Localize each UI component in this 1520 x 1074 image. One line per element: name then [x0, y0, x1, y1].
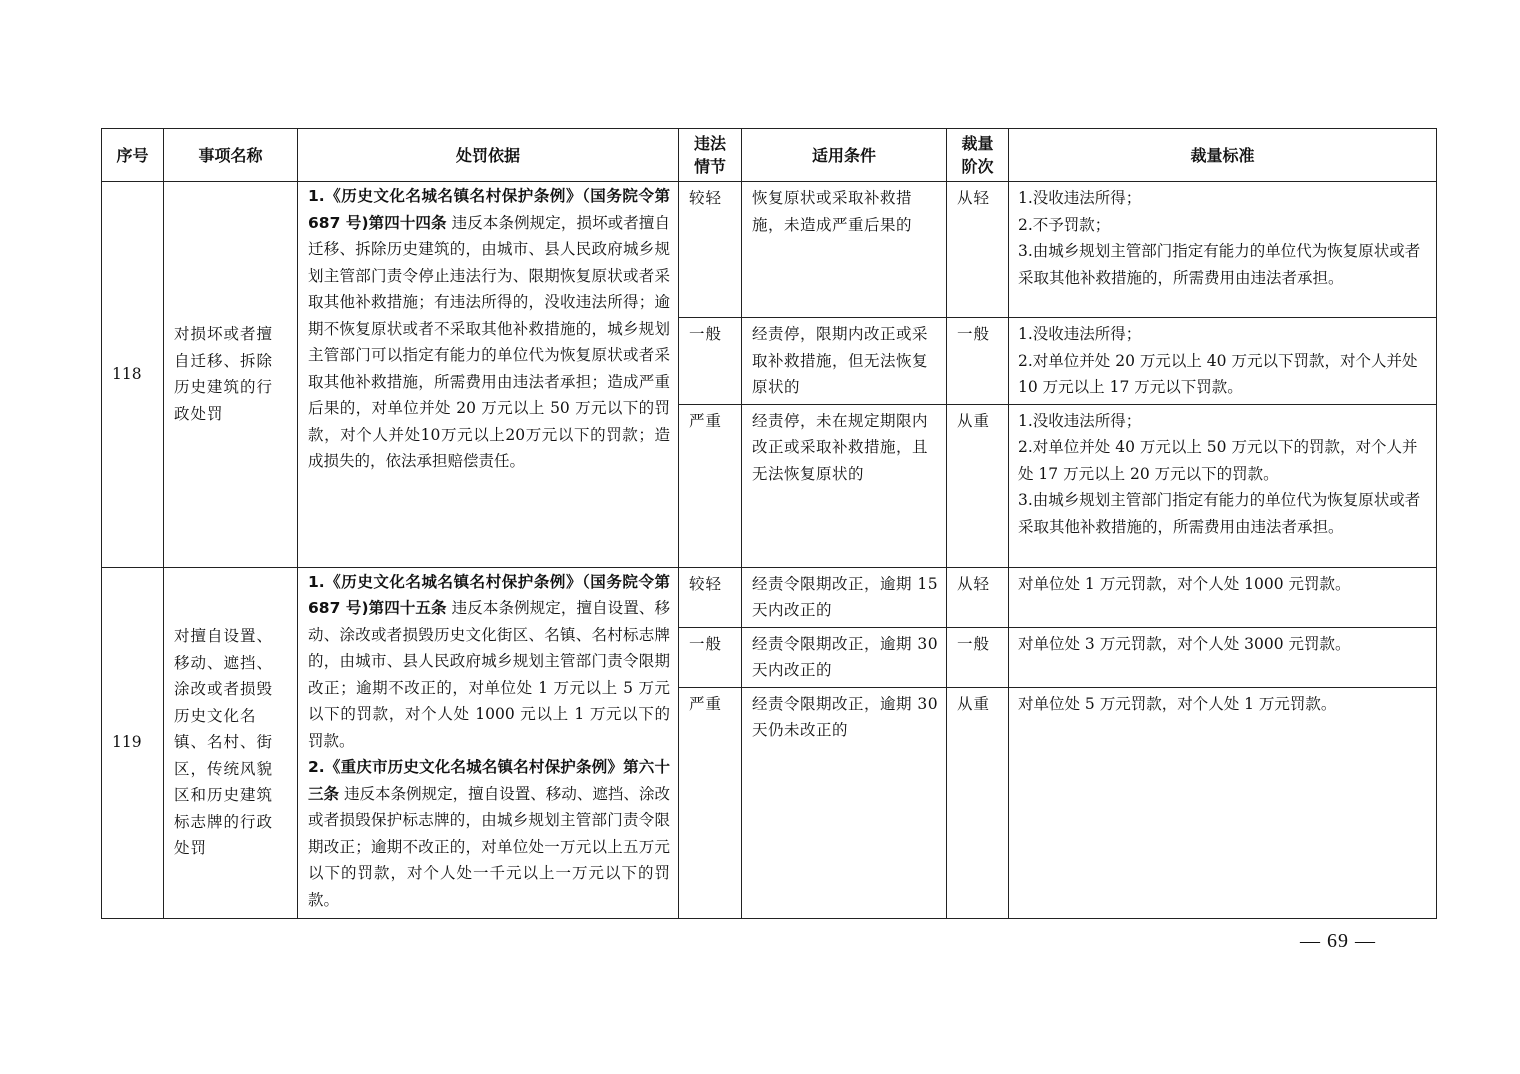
sub-standard — [1009, 182, 1437, 318]
table-row — [102, 567, 1437, 627]
standard-item: 1.没收违法所得； — [1018, 325, 1142, 343]
sub-tier: 一般 — [947, 627, 1009, 687]
sub-condition: 经责停，限期内改正或采取补救措施，但无法恢复原状的 — [742, 318, 947, 405]
sub-tier: 从轻 — [947, 567, 1009, 627]
sub-standard — [1009, 404, 1437, 567]
sub-condition: 经责令限期改正，逾期 15 天内改正的 — [742, 567, 947, 627]
table-header-row — [102, 129, 1437, 182]
standard-item: 1.没收违法所得； — [1018, 189, 1142, 207]
header-name: 事项名称 — [164, 129, 298, 182]
standard-item: 2.对单位并处 20 万元以上 40 万元以下罚款，对个人并处 10 万元以上 17 万元以下罚款。 — [1018, 351, 1418, 396]
sub-plot: 一般 — [679, 627, 742, 687]
row-basis — [298, 182, 679, 568]
header-tier: 裁量阶次 — [947, 129, 1009, 182]
header-basis: 处罚依据 — [298, 129, 679, 182]
standard-item: 2.对单位并处 40 万元以上 50 万元以下的罚款，对个人并处 17 万元以上 20 万元以下的罚款。 — [1018, 438, 1418, 483]
standard-item: 3.由城乡规划主管部门指定有能力的单位代为恢复原状或者采取其他补救措施的，所需费用由违法者承担。 — [1018, 242, 1421, 287]
standard-item: 对单位处 5 万元罚款，对个人处 1 万元罚款。 — [1018, 694, 1337, 713]
sub-standard — [1009, 687, 1437, 918]
sub-standard — [1009, 567, 1437, 627]
header-standard: 裁量标准 — [1009, 129, 1437, 182]
sub-condition: 经责停，未在规定期限内改正或采取补救措施，且无法恢复原状的 — [742, 404, 947, 567]
row-name: 对擅自设置、移动、遮挡、涂改或者损毁历史文化名镇、名村、街区，传统风貌区和历史建筑标志牌的行政处罚 — [164, 567, 298, 918]
row-name: 对损坏或者擅自迁移、拆除历史建筑的行政处罚 — [164, 182, 298, 568]
standard-item: 对单位处 3 万元罚款，对个人处 3000 元罚款。 — [1018, 634, 1351, 653]
sub-tier: 一般 — [947, 318, 1009, 405]
sub-tier: 从重 — [947, 404, 1009, 567]
sub-standard — [1009, 318, 1437, 405]
basis-text: 违反本条例规定，损坏或者擅自迁移、拆除历史建筑的，由城市、县人民政府城乡规划主管部门责令停止违法行为、限期恢复原状或者采取其他补救措施；有违法所得的，没收违法所得；逾期不恢复原状或者不采取其他补救措施的，城乡规划主管部门可以指定有能力的单位代为恢复原状或者采取其他补救措施，所需费用由违法者承担；造成严重后果的，对单位并处 20 万元以上 50 万元以下的罚款，对个人并处10万元以上20万元以下的罚款；造成损失的，依法承担赔偿责任。 — [308, 213, 670, 470]
sub-condition: 经责令限期改正，逾期 30 天仍未改正的 — [742, 687, 947, 918]
basis-title: 1.《历史文化名城名镇名村保护条例》（国务院令第 687 号)第四十五条 — [308, 572, 670, 617]
header-plot: 违法情节 — [679, 129, 742, 182]
sub-tier: 从轻 — [947, 182, 1009, 318]
standard-item: 1.没收违法所得； — [1018, 411, 1142, 430]
page-number: — 69 — — [1300, 930, 1376, 952]
sub-plot: 严重 — [679, 404, 742, 567]
penalty-discretion-table — [101, 128, 1437, 919]
row-seq: 119 — [102, 567, 164, 918]
basis-text: 违反本条例规定，擅自设置、移动、涂改或者损毁历史文化街区、名镇、名村标志牌的，由城市、县人民政府城乡规划主管部门责令限期改正；逾期不改正的，对单位处 1 万元以上 5 万元以下的罚款，对个人处 1000 元以上 1 万元以下的罚款。 — [308, 599, 670, 750]
sub-plot: 一般 — [679, 318, 742, 405]
row-basis — [298, 567, 679, 918]
standard-item: 3.由城乡规划主管部门指定有能力的单位代为恢复原状或者采取其他补救措施的，所需费用由违法者承担。 — [1018, 491, 1421, 536]
row-seq: 118 — [102, 182, 164, 568]
basis-title: 2.《重庆市历史文化名城名镇名村保护条例》第六十三条 — [308, 758, 670, 803]
standard-item: 对单位处 1 万元罚款，对个人处 1000 元罚款。 — [1018, 574, 1351, 593]
standard-item: 2.不予罚款； — [1018, 215, 1111, 234]
sub-plot: 严重 — [679, 687, 742, 918]
header-seq: 序号 — [102, 129, 164, 182]
header-condition: 适用条件 — [742, 129, 947, 182]
table-row — [102, 182, 1437, 318]
sub-standard — [1009, 627, 1437, 687]
sub-plot: 较轻 — [679, 182, 742, 318]
sub-condition: 恢复原状或采取补救措施，未造成严重后果的 — [742, 182, 947, 318]
basis-text: 违反本条例规定，擅自设置、移动、遮挡、涂改或者损毁保护标志牌的，由城乡规划主管部门责令限期改正；逾期不改正的，对单位处一万元以上五万元以下的罚款，对个人处一千元以上一万元以下的罚款。 — [308, 784, 670, 909]
sub-tier: 从重 — [947, 687, 1009, 918]
sub-condition: 经责令限期改正，逾期 30 天内改正的 — [742, 627, 947, 687]
sub-plot: 较轻 — [679, 567, 742, 627]
basis-title: 1.《历史文化名城名镇名村保护条例》（国务院令第 687 号)第四十四条 — [308, 187, 670, 232]
